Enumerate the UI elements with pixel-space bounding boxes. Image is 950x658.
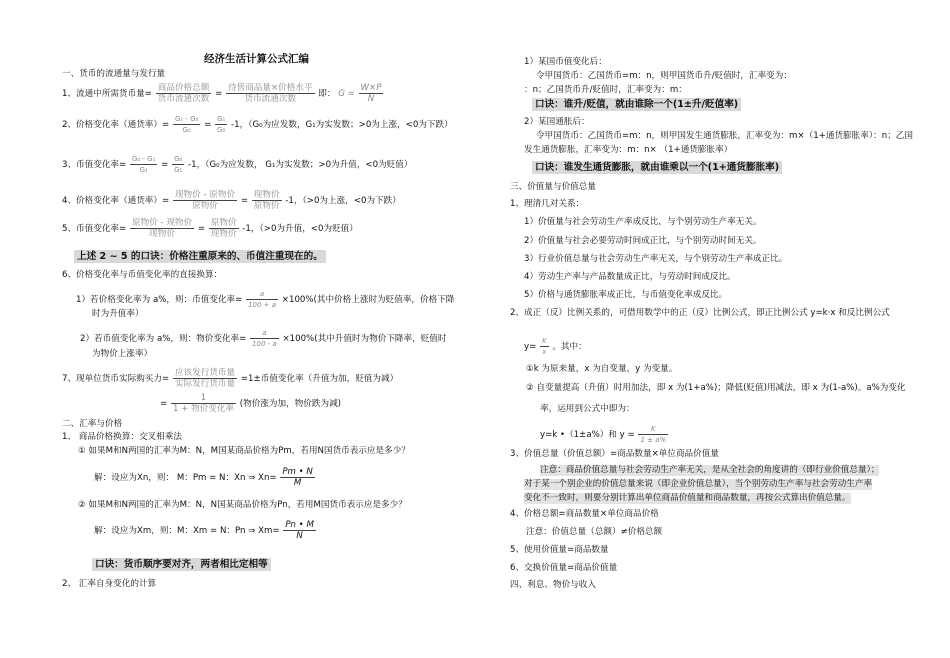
numerator: K — [542, 337, 547, 345]
numerator: 商品价格总额 — [157, 83, 210, 93]
mnemonic-box: 口诀：谁发生通货膨胀，就由谁乘以一个(1+通货膨胀率) — [532, 161, 782, 174]
paragraph: 令甲国货币：乙国货币=m：n，则甲国发生通货膨胀，汇率变为：m×（1+通货膨胀率）：n；乙国 — [536, 131, 913, 141]
list-item: 5）价格与通货膨胀率成正比，与币值变化率成反比。 — [524, 290, 728, 300]
list-item: ①k 为原来量，x 为自变量，y 为变量。 — [526, 364, 678, 374]
denominator: 货币流通次数 — [157, 94, 210, 104]
formula-label: 3、币值变化率= — [62, 160, 127, 170]
formula-label: 1、流通中所需货币量= — [62, 89, 153, 99]
denominator: 现物价 — [149, 229, 175, 239]
list-item: ② 自变量提高（升值）时用加法，即 x 为(1+a%)；降低(贬值)用减法，即 x 为(1-a%)。a%为变化 — [526, 383, 906, 393]
formula-growth — [540, 424, 669, 445]
section-heading: 一、货币的流通量与发行量 — [62, 69, 166, 79]
numerator: G₁ - G₀ — [174, 115, 199, 123]
paragraph: 2）某国通胀后： — [524, 117, 590, 127]
formula-5 — [62, 218, 358, 239]
denominator: 100 - a — [252, 340, 277, 348]
mnemonic-box: 口诀：谁升/贬值，就由谁除一个(1±升/贬值率) — [532, 98, 741, 111]
numerator: 应该发行货币量 — [174, 368, 236, 378]
denominator: M — [293, 478, 302, 488]
equals: = — [197, 224, 206, 234]
fraction — [638, 424, 668, 445]
subheading: 6、交换价值量=商品价值量 — [510, 563, 618, 573]
numerator: Pn • M — [285, 520, 314, 530]
fraction — [246, 289, 278, 310]
equals: = — [215, 89, 223, 99]
denominator: 原物价 — [253, 201, 280, 211]
formula-label: 1）若价格变化率为 a%，则：币值变化率= — [76, 295, 243, 305]
text: 即： — [318, 89, 336, 99]
denominator: 货币流通次数 — [244, 94, 297, 104]
answer-text: 解：设应为Xm，则：M：Xm = N：Pn ⇒ Xm= — [94, 526, 280, 536]
formula-note: =1±币值变化率（升值为加，贬值为减） — [240, 374, 399, 384]
fraction — [130, 154, 157, 175]
numerator: G₀ - G₁ — [131, 155, 156, 163]
denominator: 100 + a — [248, 301, 277, 309]
note-line: 注意：商品价值总量与社会劳动生产率无关，是从全社会的角度讲的（即行业价值总量）； — [540, 465, 880, 475]
formula-1 — [62, 83, 384, 104]
fraction — [173, 114, 200, 135]
note-line: 注意：价值总量（总额）≠价格总额 — [526, 527, 663, 537]
fraction — [173, 368, 237, 389]
formula-note: ×100%(其中价格上涨时为贬值率，价格下降 — [281, 295, 455, 305]
page-title: 经济生活计算公式汇编 — [204, 53, 309, 65]
formula-3 — [62, 154, 412, 175]
numerator: W×P — [360, 83, 382, 93]
formula-6-1 — [76, 289, 454, 310]
fraction — [226, 83, 315, 104]
numerator: 现物价 - 原物价 — [174, 190, 236, 200]
fraction — [156, 83, 212, 104]
formula-4 — [62, 190, 401, 211]
list-item-cont: 率，运用到公式中即为： — [540, 404, 635, 414]
denominator: x — [542, 348, 547, 356]
fraction — [252, 190, 282, 211]
formula-label: 7、现单位货币实际购买力= — [62, 374, 170, 384]
fraction — [173, 190, 237, 211]
denominator: 1 ± a% — [640, 436, 667, 444]
numerator: G₀ — [174, 155, 183, 163]
formula-6-2 — [80, 328, 446, 349]
subheading: 1、 商品价格换算：交叉相乘法 — [62, 432, 182, 442]
fraction — [540, 336, 549, 357]
numerator: G₁ — [217, 115, 226, 123]
subheading: 1、理清几对关系： — [510, 199, 585, 209]
answer-2 — [94, 520, 317, 541]
equals: = — [204, 120, 212, 130]
numerator: K — [638, 424, 668, 435]
denominator: 原物价 — [192, 201, 218, 211]
numerator: a — [250, 328, 279, 339]
denominator: 实际发行货币量 — [174, 379, 236, 389]
list-item: 2）价值量与社会必要劳动时间成正比，与个别劳动时间无关。 — [524, 236, 762, 246]
formula-label: 4、价格变化率（通货率）= — [62, 196, 170, 206]
formula-6-2-cont: 为物价上涨率） — [92, 349, 153, 359]
denominator: 现物价 — [210, 229, 237, 239]
fraction — [215, 114, 227, 135]
section-heading: 四、利息、物价与收入 — [510, 580, 596, 590]
list-item: 1）价值量与社会劳动生产率成反比，与个别劳动生产率无关。 — [524, 217, 762, 227]
formula-inverse — [524, 336, 587, 357]
numerator: 原物价 - 现物价 — [131, 218, 193, 228]
formula-label: 2）若币值变化率为 a%，则：物价变化率= — [80, 334, 247, 344]
paragraph: 令甲国货币：乙国货币=m：n，则甲国货币升/贬值时，汇率变为： — [536, 71, 792, 81]
formula-note: (物价涨为加，物价跌为减) — [239, 399, 342, 409]
denominator: G₁ — [139, 166, 148, 174]
paragraph: 发生通货膨胀，汇率变为：m：n× （1+通货膨胀率） — [524, 145, 733, 155]
formula-note: -1，（G₀为应发数，G₁为实发数；>0为上涨，<0为下跌） — [231, 120, 453, 130]
answer-1 — [94, 467, 316, 488]
formula-symbol: G = — [338, 89, 355, 99]
subheading: 2、成正（反）比例关系的，可借用数学中的正（反）比例公式，即正比例公式 y=k·x 和反比例公式 — [510, 308, 890, 318]
equals: = — [160, 399, 168, 409]
answer-text: 解：设应为Xn，则： M：Pm = N：Xn ⇒ Xn= — [94, 473, 277, 483]
denominator: G₀ — [217, 126, 226, 134]
fraction — [250, 328, 279, 349]
equals: = — [161, 160, 169, 170]
list-item: 4）劳动生产率与产品数量成正比，与劳动时间成反比。 — [524, 272, 736, 282]
formula-label: 5、币值变化率= — [62, 224, 127, 234]
fraction — [283, 520, 316, 541]
section-heading: 三、价值量与价值总量 — [510, 182, 596, 192]
formula-label: y=k •（1±a%）和 y = — [540, 430, 635, 440]
fraction — [172, 154, 184, 175]
numerator: 待售商品量×价格水平 — [228, 83, 313, 93]
subheading: 5、使用价值量=商品数量 — [510, 545, 609, 555]
formula-7 — [62, 368, 398, 389]
subheading: 2、 汇率自身变化的计算 — [62, 579, 157, 589]
subheading: 4、价格总额=商品数量×单位商品价格 — [510, 509, 659, 519]
denominator: N — [296, 531, 303, 541]
subheading: 3、价值总量（价值总额）=商品数量×单位商品价值量 — [510, 449, 719, 459]
formula-label: 2、价格变化率（通货率）= — [62, 120, 170, 130]
numerator: 现物价 — [253, 190, 280, 200]
paragraph: ：n；乙国货币升/贬值时，汇率变为：m： — [524, 85, 687, 95]
question-1: ① 如果M和N两国的汇率为M：N，M国某商品价格为Pm，若用N国货币表示应是多少？ — [78, 446, 410, 456]
numerator: 原物价 — [210, 218, 237, 228]
denominator: N — [367, 94, 375, 104]
formula-2 — [62, 114, 453, 135]
formula-note: 。其中： — [552, 342, 587, 352]
formula-note: -1，（>0为上涨，<0为下跌） — [285, 196, 401, 206]
fraction — [280, 467, 315, 488]
denominator: 1 + 物价变化率 — [172, 404, 235, 414]
formula-note: ×100%(其中升值时为物价下降率，贬值时 — [282, 334, 447, 344]
fraction — [171, 393, 236, 414]
fraction — [130, 218, 194, 239]
formula-note: -1，（G₀为应发数， G₁为实发数；>0为升值，<0为贬值） — [188, 160, 413, 170]
numerator: a — [246, 289, 278, 300]
denominator: G₀ — [182, 126, 191, 134]
denominator: G₁ — [174, 166, 183, 174]
formula-note: -1，（>0为升值，<0为贬值） — [242, 224, 358, 234]
equals: = — [240, 196, 249, 206]
note-line: 对于某一个别企业的价值总量来说（即企业价值总量），当个别劳动生产率与社会劳动生产率 — [524, 479, 873, 489]
formula-label: y= — [524, 342, 537, 352]
section-heading: 二、汇率与价格 — [62, 419, 123, 429]
formula-7-alt — [160, 393, 341, 414]
question-2: ② 如果M和N两国的汇率为M：N，N国某商品价格为Pn，若用M国货币表示应是多少？ — [78, 500, 407, 510]
formula-6-1-cont: 时为升值率） — [92, 309, 144, 319]
numerator: 1 — [171, 393, 236, 404]
mnemonic-box: 口诀：货币顺序要对齐，两者相比定相等 — [92, 558, 271, 571]
mnemonic-box: 上述 2 ~ 5 的口诀：价格注重原来的、币值注重现在的。 — [74, 250, 326, 263]
fraction — [209, 218, 239, 239]
note-line: 变化不一致时，则要分别计算出单位商品价值量和商品数量，再按公式算出价值总量。 — [524, 493, 851, 503]
fraction — [359, 83, 384, 104]
paragraph: 1）某国币值变化后： — [524, 57, 607, 67]
list-item: 3）行业价值总量与社会劳动生产率无关，与个别劳动生产率成正比。 — [524, 254, 788, 264]
formula-6-heading: 6、价格变化率与币值变化率的直接换算： — [62, 270, 223, 280]
numerator: Pm • N — [282, 467, 313, 477]
